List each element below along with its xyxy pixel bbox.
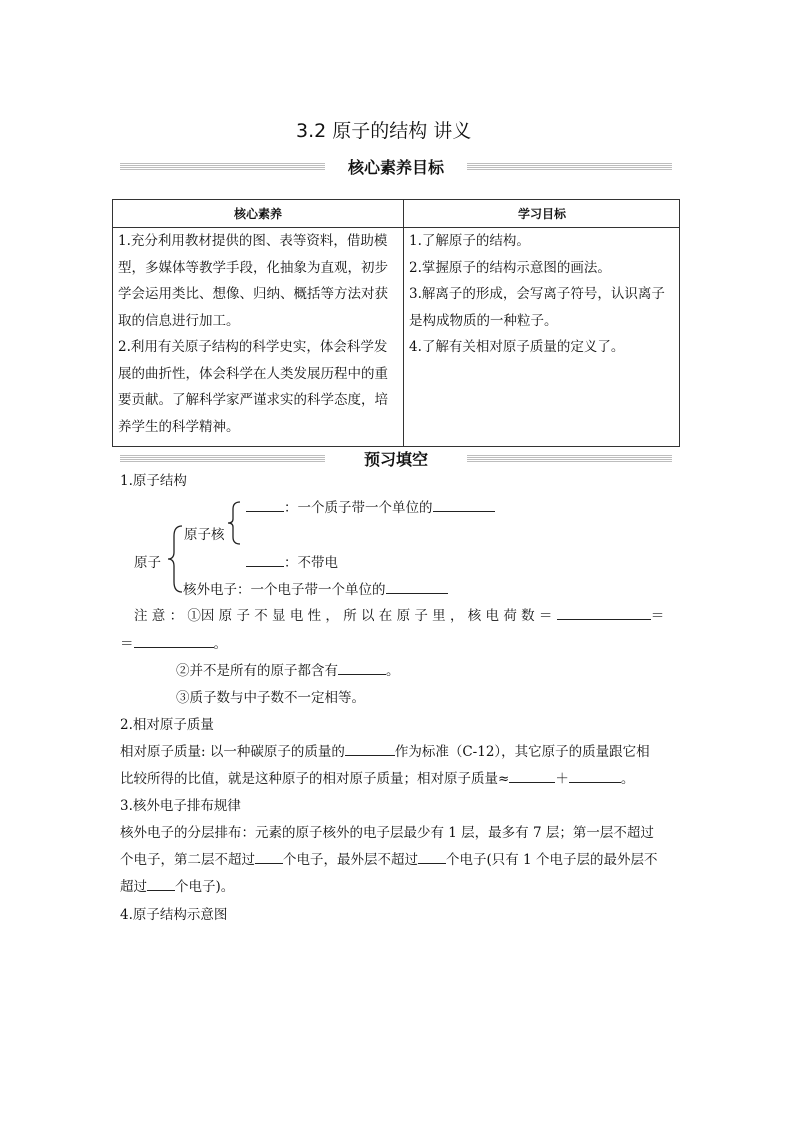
label-nucleus: 原子核 <box>184 527 225 543</box>
proton-line <box>246 496 495 516</box>
heading-structure-diagram: 4.原子结构示意图 <box>120 907 228 923</box>
goal-item-4: 4.了解有关相对原子质量的定义了。 <box>409 339 625 355</box>
label-atom: 原子 <box>134 555 161 571</box>
blank-not-all[interactable] <box>338 660 386 675</box>
table-header-core: 核心素养 <box>233 207 282 221</box>
electron-rules-text-1: 个电子，第二层不超过 <box>120 852 255 868</box>
note-2 <box>176 659 400 679</box>
blank-proton-name[interactable] <box>246 497 284 512</box>
section-heading-core: 核心素养目标 <box>336 158 456 177</box>
note-2-text: ②并不是所有的原子都含有 <box>176 663 338 679</box>
blank-neutron-name[interactable] <box>246 552 284 567</box>
relative-mass-text-1: 相对原子质量: 以一种碳原子的质量的 <box>120 744 345 760</box>
goal-item-1: 1.了解原子的结构。 <box>409 233 530 249</box>
table-cell-core <box>118 228 400 440</box>
electron-rules-line-3 <box>120 875 234 895</box>
neutron-text: ：不带电 <box>284 555 338 571</box>
core-item-2: 2.利用有关原子结构的科学史实，体会科学发展的曲折性，体会科学在人类发展历程中的重要贡献。了解科学家严谨求实的科学态度，培养学生的科学精神。 <box>118 339 388 435</box>
relative-mass-end: 。 <box>620 771 635 787</box>
heading-relative-mass: 2.相对原子质量 <box>120 717 214 733</box>
goal-item-3: 3.解离子的形成，会写离子符号，认识离子是构成物质的一种粒子。 <box>409 286 665 329</box>
relative-mass-plus: ＋ <box>555 771 569 787</box>
section-heading-preview: 预习填空 <box>352 450 440 469</box>
table-header-goals: 学习目标 <box>517 207 566 221</box>
electron-rules-text-5: 个电子)。 <box>175 879 235 895</box>
objectives-table <box>112 199 680 447</box>
blank-single-layer[interactable] <box>147 876 175 891</box>
note-3: ③质子数与中子数不一定相等。 <box>176 690 365 706</box>
blank-nuclear-charge[interactable] <box>557 605 651 620</box>
electron-line <box>183 578 448 598</box>
blank-fraction[interactable] <box>345 741 395 756</box>
electron-rules-text-4: 超过 <box>120 879 147 895</box>
proton-text: ：一个质子带一个单位的 <box>284 500 433 516</box>
blank-proton-charge[interactable] <box>433 497 495 512</box>
relative-mass-text-3: 比较所得的比值，就是这种原子的相对原子质量；相对原子质量≈ <box>120 771 510 787</box>
note-1 <box>134 604 664 624</box>
note-1-continued <box>120 632 227 652</box>
relative-mass-line-1 <box>120 740 650 760</box>
section-banner-preview <box>120 449 672 469</box>
blank-electron-count[interactable] <box>134 633 214 648</box>
electron-rules-text-2: 个电子，最外层不超过 <box>283 852 418 868</box>
blank-second-layer[interactable] <box>255 849 283 864</box>
note-1-text: 注 意 ： ①因 原 子 不 显 电 性 ， 所 以 在 原 子 里 ， 核 电 荷 数 ＝ <box>134 608 553 624</box>
electron-rules-line-2 <box>120 848 657 868</box>
blank-electron-charge[interactable] <box>386 579 448 594</box>
note-1-eq-2: ＝ <box>120 636 134 652</box>
goal-item-2: 2.掌握原子的结构示意图的画法。 <box>409 259 611 276</box>
blank-protons[interactable] <box>509 768 555 783</box>
core-item-1: 1.充分利用教材提供的图、表等资料，借助模型，多媒体等教学手段，化抽象为直观，初步学会运用类比、想像、归纳、概括等方法对获取的信息进行加工。 <box>118 233 388 329</box>
blank-neutrons[interactable] <box>569 768 621 783</box>
electron-rules-text-3: 个电子(只有 1 个电子层的最外层不 <box>446 852 658 868</box>
blank-outer-layer[interactable] <box>418 849 446 864</box>
note-1-eq: ＝ <box>650 608 665 624</box>
note-1-end: 。 <box>213 636 227 652</box>
heading-atom-structure: 1.原子结构 <box>120 473 187 489</box>
neutron-line <box>246 551 338 571</box>
electron-rules-line-1: 核外电子的分层排布：元素的原子核外的电子层最少有 1 层，最多有 7 层；第一层不超过 <box>120 825 654 841</box>
section-banner-core <box>120 157 672 177</box>
electron-text: 核外电子：一个电子带一个单位的 <box>183 582 386 598</box>
table-cell-goals <box>409 228 675 361</box>
heading-electron-rules: 3.核外电子排布规律 <box>120 798 241 814</box>
brace-nucleus <box>228 500 244 546</box>
page-title: 3.2 原子的结构 讲义 <box>296 120 472 142</box>
relative-mass-line-2 <box>120 767 634 787</box>
relative-mass-text-2: 作为标准（C-12），其它原子的质量跟它相 <box>394 744 650 760</box>
note-2-end: 。 <box>386 663 400 679</box>
